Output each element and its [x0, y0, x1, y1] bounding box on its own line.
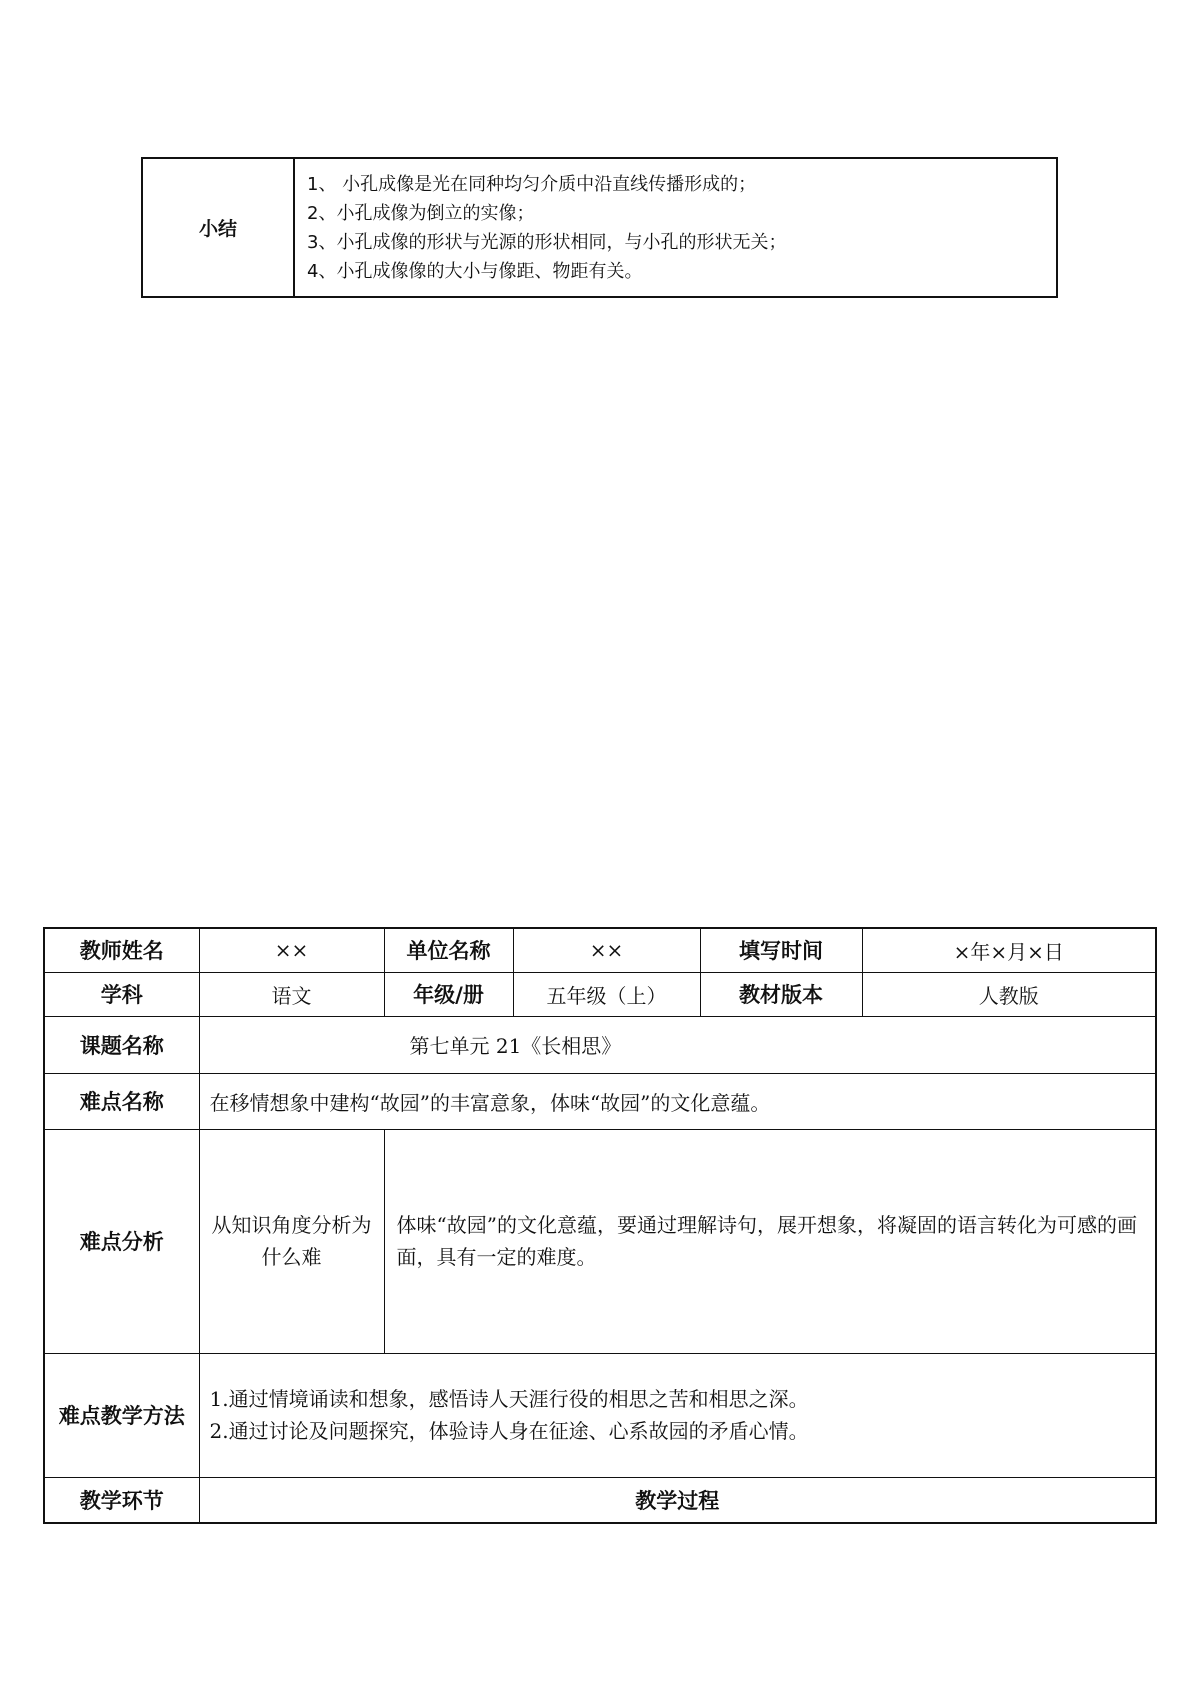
table-row-subject [44, 972, 1156, 1016]
summary-item-1: 1、 小孔成像是光在同种均匀介质中沿直线传播形成的； [307, 173, 757, 195]
analysis-label: 难点分析 [44, 1129, 199, 1353]
teaching-stage-label: 教学环节 [44, 1477, 199, 1523]
edition-label: 教材版本 [700, 972, 862, 1016]
teaching-process-label: 教学过程 [199, 1477, 1156, 1523]
table-row-process-header [44, 1477, 1156, 1523]
fill-date-label: 填写时间 [700, 928, 862, 972]
table-row-topic [44, 1016, 1156, 1073]
edition-value: 人教版 [862, 972, 1156, 1016]
teacher-name-value: ×× [199, 928, 384, 972]
topic-label: 课题名称 [44, 1016, 199, 1073]
grade-value: 五年级（上） [513, 972, 700, 1016]
difficulty-label: 难点名称 [44, 1073, 199, 1129]
table-row-analysis [44, 1129, 1156, 1353]
teacher-name-label: 教师姓名 [44, 928, 199, 972]
topic-value: 第七单元 21《长相思》 [199, 1016, 1156, 1073]
analysis-sub-label: 从知识角度分析为什么难 [199, 1129, 384, 1353]
summary-label: 小结 [142, 158, 294, 297]
table-row-teacher [44, 928, 1156, 972]
summary-row [142, 158, 1057, 297]
summary-table [141, 157, 1058, 298]
method-label: 难点教学方法 [44, 1353, 199, 1477]
subject-value: 语文 [199, 972, 384, 1016]
analysis-value: 体味“故园”的文化意蕴，要通过理解诗句，展开想象，将凝固的语言转化为可感的画面，具有一定的难度。 [384, 1129, 1156, 1353]
lesson-plan-table [43, 927, 1157, 1524]
difficulty-value: 在移情想象中建构“故园”的丰富意象，体味“故园”的文化意蕴。 [199, 1073, 1156, 1129]
method-item-2: 2.通过讨论及问题探究，体验诗人身在征途、心系故园的矛盾心情。 [209, 1419, 809, 1443]
summary-item-3: 3、小孔成像的形状与光源的形状相同，与小孔的形状无关； [307, 231, 787, 253]
unit-name-value: ×× [513, 928, 700, 972]
table-row-difficulty [44, 1073, 1156, 1129]
grade-label: 年级/册 [384, 972, 513, 1016]
table-row-method [44, 1353, 1156, 1477]
unit-name-label: 单位名称 [384, 928, 513, 972]
method-item-1: 1.通过情境诵读和想象，感悟诗人天涯行役的相思之苦和相思之深。 [209, 1387, 809, 1411]
summary-item-2: 2、小孔成像为倒立的实像； [307, 202, 535, 224]
fill-date-value: ×年×月×日 [862, 928, 1156, 972]
method-content [199, 1353, 1156, 1477]
summary-content [294, 158, 1057, 297]
subject-label: 学科 [44, 972, 199, 1016]
summary-item-4: 4、小孔成像像的大小与像距、物距有关。 [307, 260, 643, 282]
